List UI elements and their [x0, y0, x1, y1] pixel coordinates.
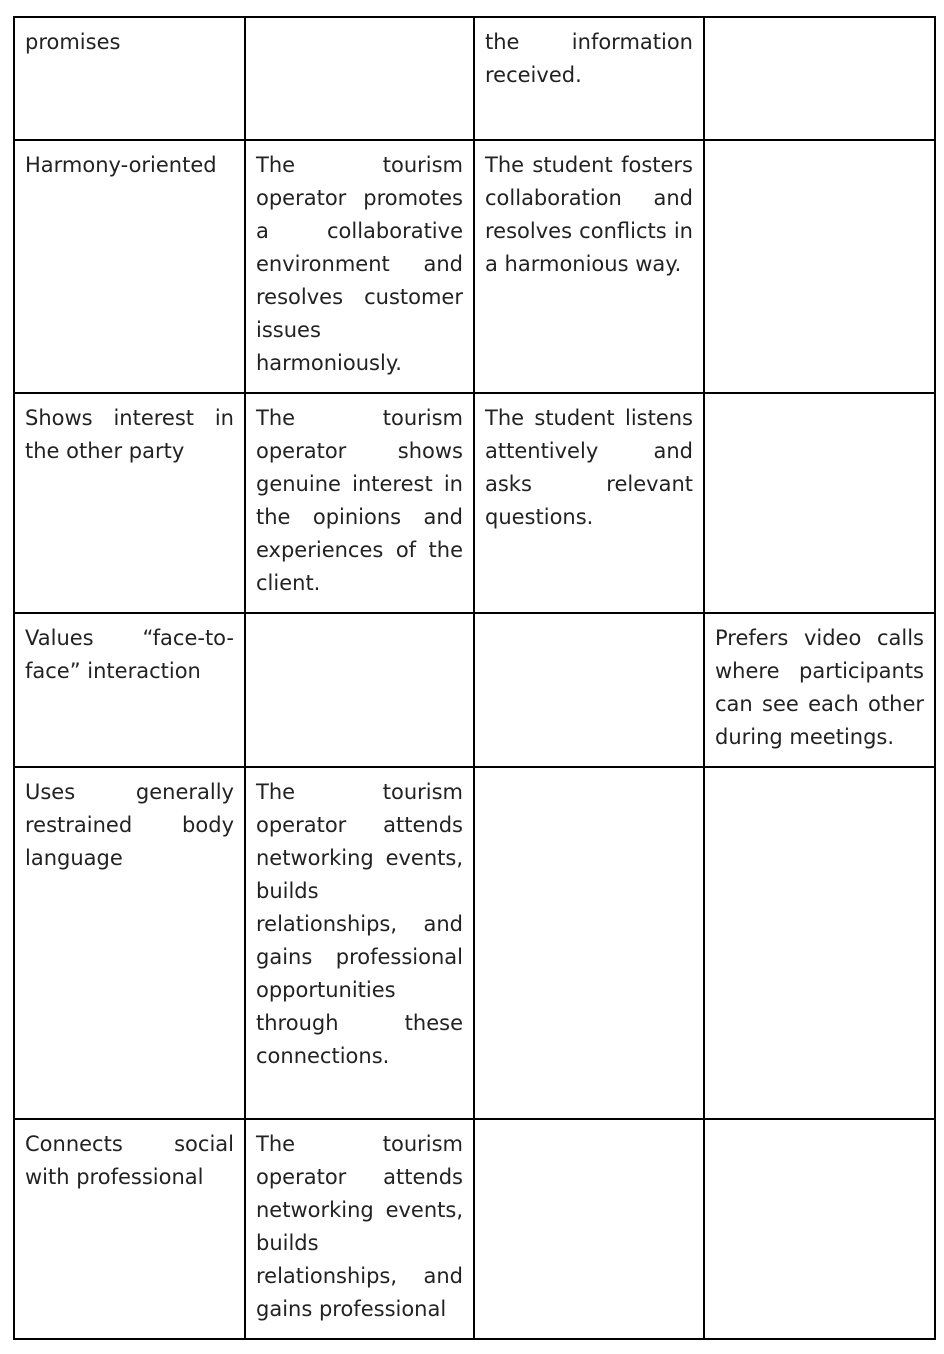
trait-text: Shows interest in the other party	[25, 406, 234, 463]
table-cell	[245, 613, 474, 767]
trait-cell	[14, 767, 245, 1119]
trait-text: Harmony-oriented	[25, 153, 217, 177]
trait-cell	[14, 140, 245, 393]
table-row	[14, 140, 935, 393]
table-cell	[704, 1119, 935, 1339]
table-row	[14, 1119, 935, 1339]
table-cell	[704, 140, 935, 393]
trait-text: Connects social with professional	[25, 1132, 234, 1189]
table-cell	[704, 393, 935, 613]
table-cell	[704, 767, 935, 1119]
trait-cell	[14, 393, 245, 613]
table-row	[14, 613, 935, 767]
trait-cell	[14, 17, 245, 140]
trait-cell	[14, 613, 245, 767]
table-cell: Prefers video calls where participants can see each other during meetings.	[704, 613, 935, 767]
table-cell: the information received.	[474, 17, 704, 140]
table-cell: The tourism operator shows genuine interest in the opinions and experiences of the client.	[245, 393, 474, 613]
table-cell: The student listens attentively and asks relevant questions.	[474, 393, 704, 613]
table-cell: The student fosters collaboration and resolves conflicts in a harmonious way.	[474, 140, 704, 393]
table-cell: The tourism operator attends networking events, builds relationships, and gains professional	[245, 1119, 474, 1339]
comparison-table	[13, 16, 936, 1340]
table-row	[14, 393, 935, 613]
table-cell	[474, 1119, 704, 1339]
trait-cell	[14, 1119, 245, 1339]
table-cell	[474, 767, 704, 1119]
table-cell	[245, 17, 474, 140]
trait-text: Values “face-to-face” interaction	[25, 626, 234, 683]
table-cell	[704, 17, 935, 140]
trait-text: Uses generally restrained body language	[25, 780, 234, 870]
trait-text: promises	[25, 30, 121, 54]
table-cell: The tourism operator attends networking events, builds relationships, and gains professional opportunities through these connections.	[245, 767, 474, 1119]
table-row	[14, 767, 935, 1119]
table-row	[14, 17, 935, 140]
table-cell	[474, 613, 704, 767]
table-cell: The tourism operator promotes a collaborative environment and resolves customer issues harmoniously.	[245, 140, 474, 393]
